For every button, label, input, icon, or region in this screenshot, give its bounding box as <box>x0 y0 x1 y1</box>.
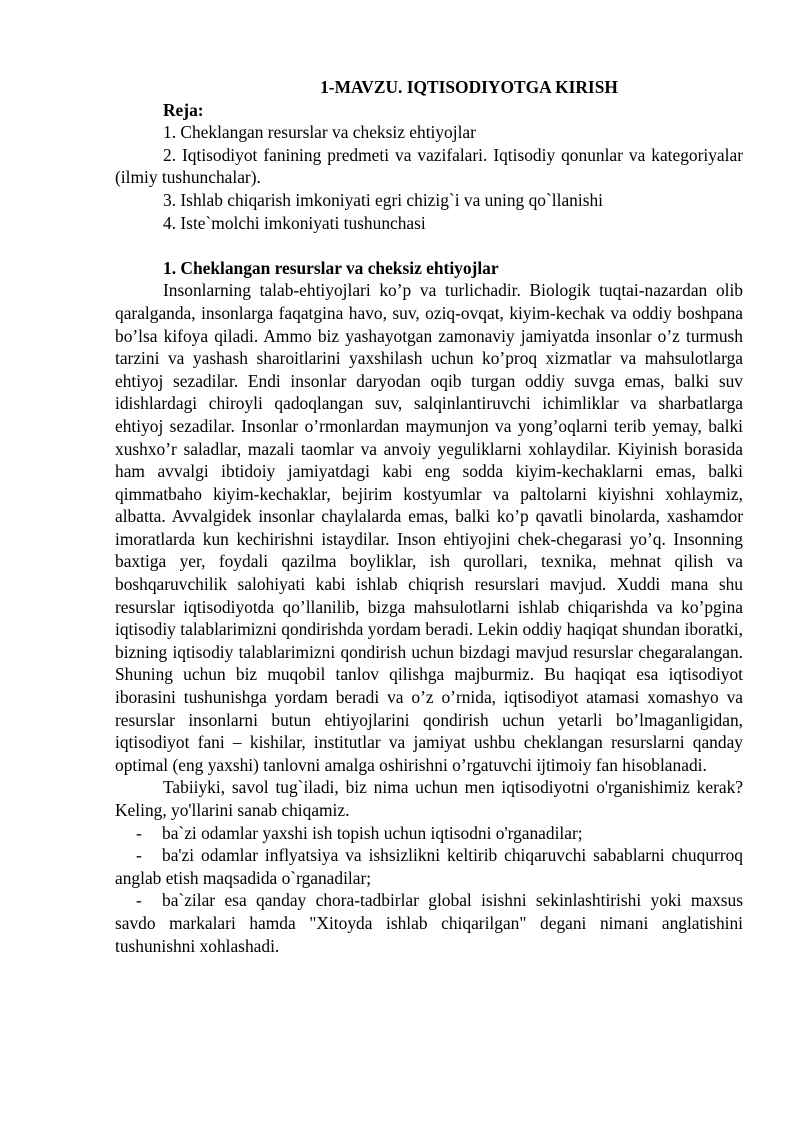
bullet-text-2: ba'zi odamlar inflyatsiya va ishsizlikni keltirib chiqaruvchi sabablarni chuqurroq anglab etish maqsadida o`rganadilar; <box>115 845 743 888</box>
plan-item-1: 1. Cheklangan resurslar va cheksiz ehtiyojlar <box>163 122 476 143</box>
plan-label: Reja: <box>163 99 204 120</box>
body-paragraph-2: Tabiiyki, savol tug`iladi, biz nima uchun men iqtisodiyotni o'rganishimiz kerak? Keling, yo'llarini sanab chiqamiz. <box>115 777 743 820</box>
section-heading: 1. Cheklangan resurslar va cheksiz ehtiyojlar <box>163 257 499 278</box>
bullet-item-3 <box>115 889 743 957</box>
plan-item-2: 2. Iqtisodiyot fanining predmeti va vazifalari. Iqtisodiy qonunlar va kategoriyalar (ilmiy tushunchalar). <box>115 144 743 188</box>
body-paragraph-1: Insonlarning talab-ehtiyojlari ko’p va turlichadir. Biologik tuqtai-nazardan olib qaralganda, insonlarga faqatgina havo, suv, oziq-ovqat, kiyim-kechak va oddiy boshpana bo’lsa kifoya qiladi. Ammo biz yashayotgan zamonaviy jamiyatda insonlar o’z turmush tarzini va yashash sharoitlarini yaxshilash uchun ko’proq xizmatlar va mahsulotlarga ehtiyoj sezadilar. Endi insonlar daryodan oqib turgan oddiy suvga emas, balki suv idishlardagi chiroyli qadoqlangan suv, salqinlantiruvchi ichimliklar va sharbatlarga ehtiyoj sezadilar. Insonlar o’rmonlardan maymunjon va yong’oqlarni terib yemay, balki xushxo’r saladlar, mazali taomlar va anvoiy yeguliklarni xohlaydilar. Kiyinish borasida ham avvalgi ibtidoiy jamiyatdagi kabi eng sodda kiyim-kechaklarni emas, balki qimmatbaho kiyim-kechaklar, bejirim kostyumlar va paltolarni kiyishni xohlaymiz, albatta. Avvalgidek insonlar chaylalarda emas, balki ko’p qavatli binolarda, xashamdor imoratlarda kun kechirishni istaydilar. Inson ehtiyojini chek-chegarasi yo’q. Insonning baxtiga yer, foydali qazilma boyliklar, ish qurollari, texnika, mehnat qilish va boshqaruvchilik salohiyati kabi ishlab chiqrish resurslari mavjud. Xuddi mana shu resurslar iqtisodiyotda qo’llanilib, bizga mahsulotlarni ishlab chiqarishda va ko’pgina iqtisodiy talablarimizni qondirishda yordam beradi. Lekin oddiy haqiqat shundan iboratki, bizning iqtisodiy talablarimizni qondirish uchun bizdagi mavjud resurslar chegaralangan. Shuning uchun biz muqobil tanlov qilishga majburmiz. Bu haqiqat esa iqtisodiyot iborasini tushunishga yordam beradi va o’z o’rnida, iqtisodiyot atamasi xomashyo va resurslar insonlarni butun ehtiyojlarini qondirish uchun yetarli bo’lmaganligidan, iqtisodiyot fani – kishilar, institutlar va jamiyat ushbu cheklangan resurslarni qanday optimal (eng yaxshi) tanlovni amalga oshirishni o’rgatuvchi ijtimoiy fan hisoblanadi. <box>115 280 743 775</box>
bullet-text-1: ba`zi odamlar yaxshi ish topish uchun iqtisodni o'rganadilar; <box>162 822 583 843</box>
bullet-item-2 <box>115 844 743 889</box>
bullet-item-1 <box>115 822 743 845</box>
bullet-dash: - <box>136 845 142 866</box>
document-title: 1-MAVZU. IQTISODIYOTGA KIRISH <box>320 77 618 97</box>
plan-item-3: 3. Ishlab chiqarish imkoniyati egri chizig`i va uning qo`llanishi <box>163 189 603 210</box>
bullet-dash: - <box>136 822 142 843</box>
bullet-dash: - <box>136 890 142 911</box>
bullet-text-3: ba`zilar esa qanday chora-tadbirlar global isishni sekinlashtirishi yoki maxsus savdo markalari hamda "Xitoyda ishlab chiqarilgan" degani nimani anglatishini tushunishni xohlashadi. <box>115 890 743 956</box>
plan-item-4: 4. Iste`molchi imkoniyati tushunchasi <box>163 212 426 233</box>
